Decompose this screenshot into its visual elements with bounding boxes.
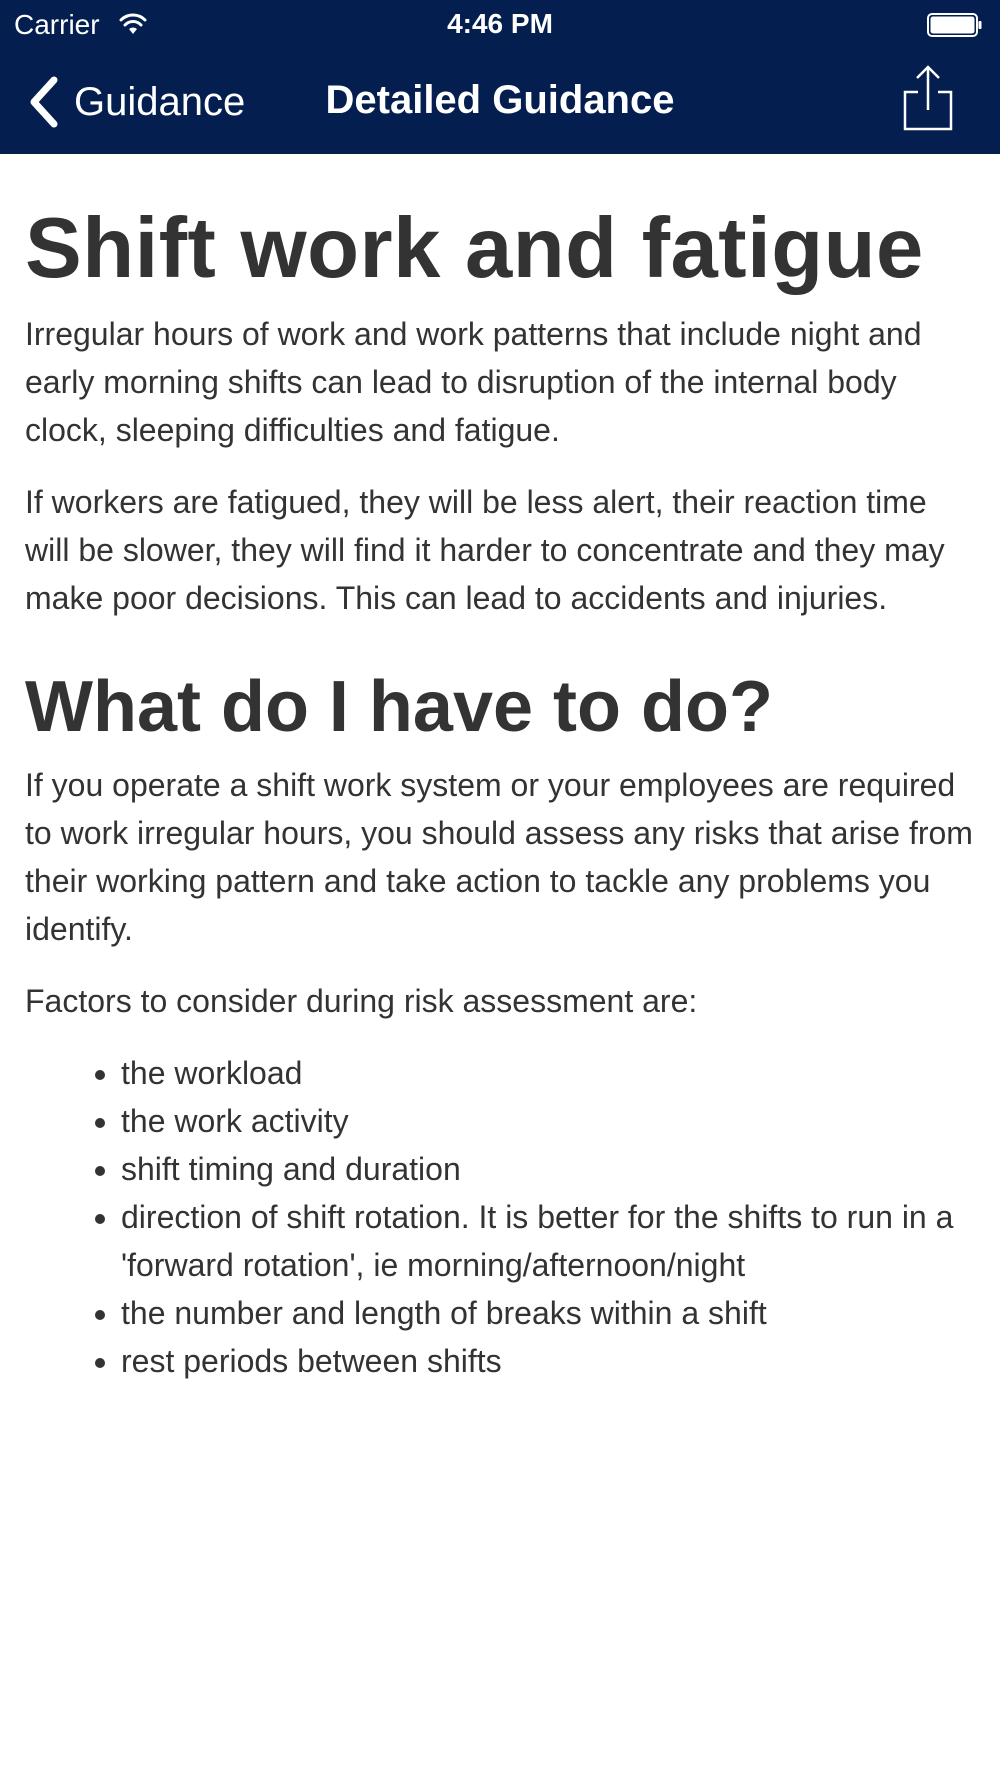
page-title: Detailed Guidance	[325, 78, 675, 122]
top-bar	[0, 0, 1000, 154]
factors-list	[25, 1049, 974, 1385]
list-item: • rest periods between shifts	[121, 1337, 974, 1385]
list-item: • shift timing and duration	[121, 1145, 974, 1193]
article-paragraph: Factors to consider during risk assessment are:	[25, 982, 698, 1019]
back-button-label: Guidance	[74, 79, 246, 124]
article-paragraph: If you operate a shift work system or your employees are required to work irregular hours, you should assess any risks that arise from their working pattern and take action to tackle any problems you identify.	[25, 766, 973, 947]
battery-icon	[927, 12, 983, 38]
article-paragraph: If workers are fatigued, they will be less alert, their reaction time will be slower, they will find it harder to concentrate and they may make poor decisions. This can lead to accidents and injuries.	[25, 483, 945, 616]
navigation-bar	[0, 50, 1000, 154]
article-content	[0, 202, 1000, 1385]
section-heading: What do I have to do?	[25, 666, 773, 747]
carrier-label: Carrier	[14, 9, 100, 40]
share-icon[interactable]	[900, 64, 956, 134]
article-heading: Shift work and fatigue	[25, 201, 924, 296]
list-item: • the work activity	[121, 1097, 974, 1145]
status-time: 4:46 PM	[447, 8, 553, 39]
list-item: • the workload	[121, 1049, 974, 1097]
status-bar	[0, 0, 1000, 50]
article-paragraph: Irregular hours of work and work patterns that include night and early morning shifts can lead to disruption of the internal body clock, sleeping difficulties and fatigue.	[25, 315, 922, 448]
list-item: • direction of shift rotation. It is better for the shifts to run in a 'forward rotation', ie morning/afternoon/night	[121, 1193, 974, 1289]
list-item: • the number and length of breaks within a shift	[121, 1289, 974, 1337]
